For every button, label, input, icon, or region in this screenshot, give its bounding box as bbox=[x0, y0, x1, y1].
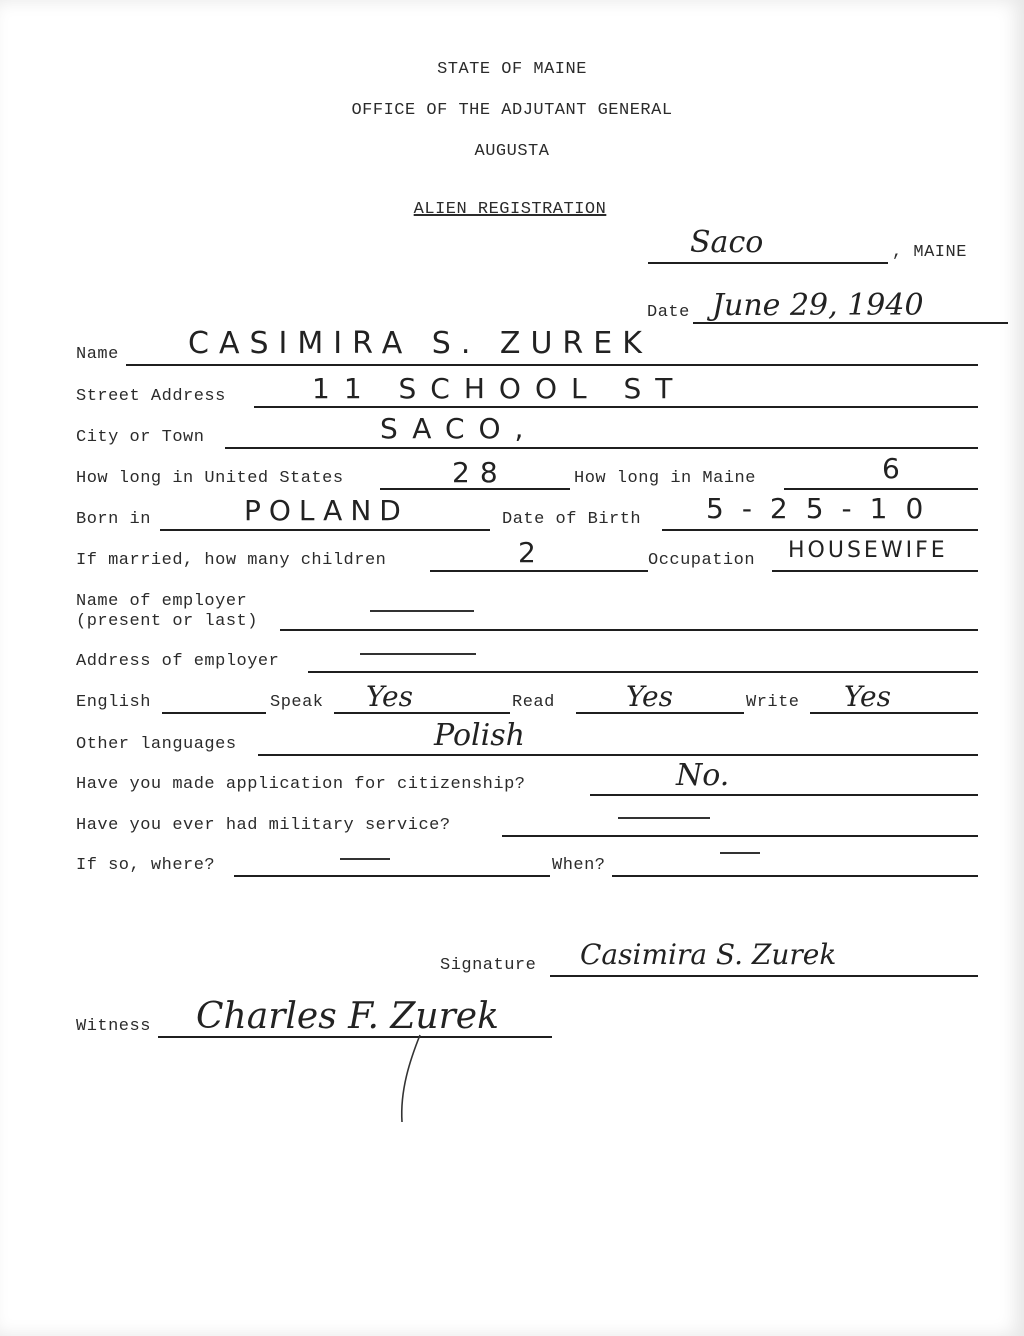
name-line bbox=[126, 364, 978, 366]
witness-label: Witness bbox=[76, 1017, 151, 1036]
signature-value: Casimira S. Zurek bbox=[580, 938, 837, 971]
city-line bbox=[225, 447, 978, 449]
citizenship-value: No. bbox=[676, 758, 730, 793]
witness-flourish bbox=[380, 1030, 440, 1130]
street-line bbox=[254, 406, 978, 408]
how-long-maine-line bbox=[784, 488, 978, 490]
town-value: Saco bbox=[690, 225, 764, 260]
english-label: English bbox=[76, 693, 151, 712]
other-languages-label: Other languages bbox=[76, 735, 237, 754]
write-value: Yes bbox=[844, 680, 891, 713]
write-line bbox=[810, 712, 978, 714]
employer-dash bbox=[370, 610, 474, 612]
when-label: When? bbox=[552, 856, 606, 875]
maine-label: , MAINE bbox=[892, 243, 967, 262]
city-value: SACO, bbox=[380, 412, 538, 445]
header-office: OFFICE OF THE ADJUTANT GENERAL bbox=[351, 101, 673, 120]
employer-address-label: Address of employer bbox=[76, 652, 280, 671]
form-title: ALIEN REGISTRATION bbox=[413, 200, 607, 219]
name-value: CASIMIRA S. ZUREK bbox=[188, 326, 652, 361]
where-line bbox=[234, 875, 550, 877]
how-long-maine-value: 6 bbox=[882, 452, 910, 485]
city-label: City or Town bbox=[76, 428, 205, 447]
children-line bbox=[430, 570, 648, 572]
date-of-birth-line bbox=[662, 529, 978, 531]
employer-address-line bbox=[308, 671, 978, 673]
how-long-maine-label: How long in Maine bbox=[574, 469, 756, 488]
occupation-label: Occupation bbox=[648, 551, 756, 570]
header-state: STATE OF MAINE bbox=[437, 60, 587, 79]
read-label: Read bbox=[512, 693, 555, 712]
signature-line bbox=[550, 975, 978, 977]
date-of-birth-label: Date of Birth bbox=[502, 510, 642, 529]
other-languages-value: Polish bbox=[434, 718, 525, 753]
date-of-birth-value: 5-25-10 bbox=[706, 492, 942, 525]
when-dash bbox=[720, 852, 760, 854]
employer-label: Name of employer bbox=[76, 592, 248, 611]
how-long-us-label: How long in United States bbox=[76, 469, 344, 488]
signature-label: Signature bbox=[440, 956, 537, 975]
employer-label-sub: (present or last) bbox=[76, 612, 258, 631]
children-label: If married, how many children bbox=[76, 551, 387, 570]
employer-line bbox=[280, 629, 978, 631]
citizenship-line bbox=[590, 794, 978, 796]
where-label: If so, where? bbox=[76, 856, 216, 875]
born-in-line bbox=[160, 529, 490, 531]
military-line bbox=[502, 835, 978, 837]
english-line bbox=[162, 712, 266, 714]
date-label: Date bbox=[647, 303, 690, 322]
how-long-us-value: 28 bbox=[452, 456, 508, 489]
citizenship-label: Have you made application for citizenship? bbox=[76, 775, 526, 794]
write-label: Write bbox=[746, 693, 800, 712]
when-line bbox=[612, 875, 978, 877]
witness-value: Charles F. Zurek bbox=[196, 996, 499, 1037]
date-value: June 29, 1940 bbox=[712, 288, 924, 323]
street-label: Street Address bbox=[76, 387, 226, 406]
children-value: 2 bbox=[518, 536, 546, 569]
military-dash bbox=[618, 817, 710, 819]
town-line bbox=[648, 262, 888, 264]
speak-label: Speak bbox=[270, 693, 324, 712]
military-label: Have you ever had military service? bbox=[76, 816, 451, 835]
speak-line bbox=[334, 712, 510, 714]
street-value: 11 SCHOOL ST bbox=[312, 372, 687, 405]
occupation-line bbox=[772, 570, 978, 572]
header-city: AUGUSTA bbox=[474, 142, 550, 161]
born-in-label: Born in bbox=[76, 510, 151, 529]
name-label: Name bbox=[76, 345, 119, 364]
employer-address-dash bbox=[360, 653, 476, 655]
born-in-value: POLAND bbox=[244, 494, 409, 527]
where-dash bbox=[340, 858, 390, 860]
speak-value: Yes bbox=[366, 680, 413, 713]
read-value: Yes bbox=[626, 680, 673, 713]
other-languages-line bbox=[258, 754, 978, 756]
occupation-value: HOUSEWIFE bbox=[788, 538, 948, 563]
